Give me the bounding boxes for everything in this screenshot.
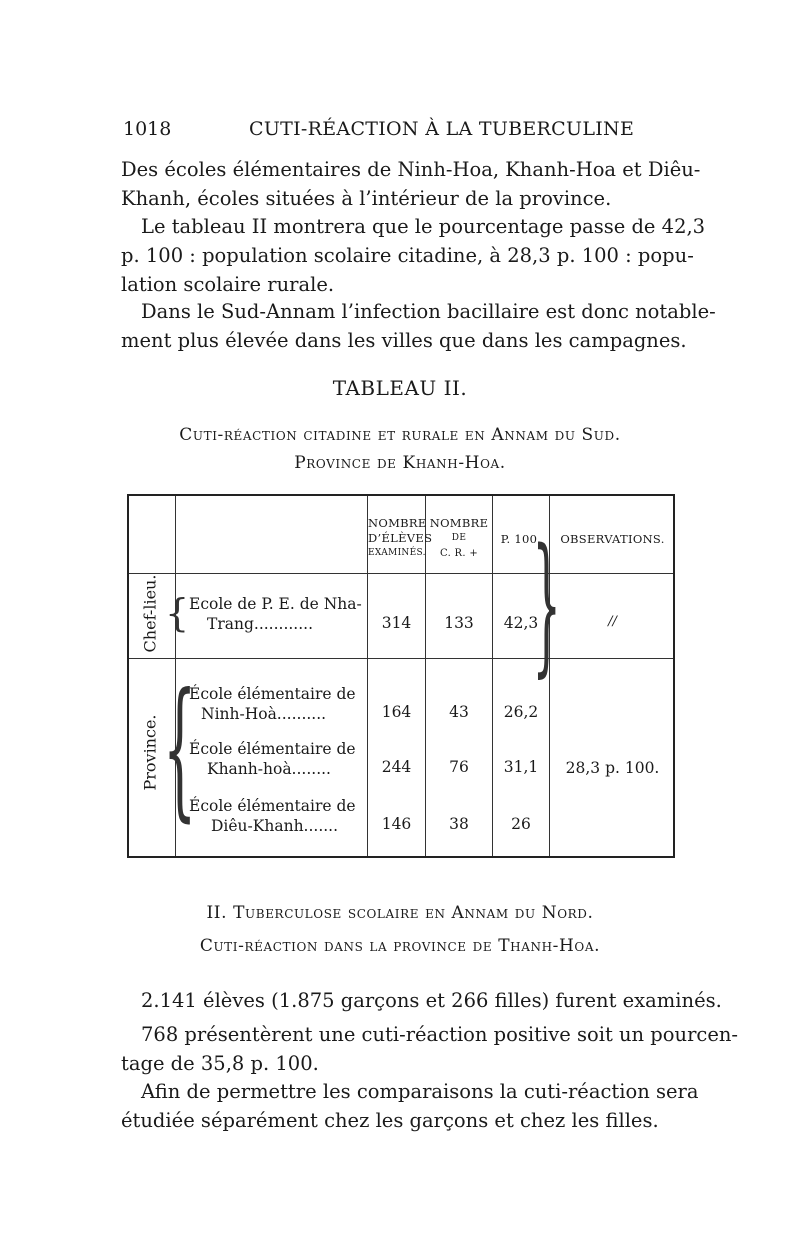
table-title: TABLEAU II. xyxy=(332,376,468,400)
cell-text: Khanh-hoà........ xyxy=(207,760,331,778)
header-text: NOMBRE xyxy=(368,516,427,530)
paragraph-5 xyxy=(121,1020,739,1078)
brace-icon: { xyxy=(163,662,197,836)
paragraph-1 xyxy=(121,155,701,213)
header-text: EXAMINÉS. xyxy=(368,548,426,558)
header-cr xyxy=(426,516,492,561)
header-text: DE xyxy=(451,533,467,543)
text-line: Des écoles élémentaires de Ninh-Hoa, Khanh-Hoa et Diêu- xyxy=(121,158,701,181)
cell-eleves: 164 xyxy=(381,703,412,721)
table-subtitle: Cuti-réaction citadine et rurale en Annam du Sud. xyxy=(179,425,621,445)
text-line: p. 100 : population scolaire citadine, à 28,3 p. 100 : popu- xyxy=(121,244,694,267)
header-eleves xyxy=(368,516,433,561)
cell-p100: 26 xyxy=(511,815,531,833)
paragraph-4 xyxy=(121,986,722,1015)
cell-eleves: 314 xyxy=(381,614,412,632)
table-row-name xyxy=(189,594,367,634)
text-line: lation scolaire rurale. xyxy=(121,273,335,296)
cell-observation-province: 28,3 p. 100. xyxy=(565,759,660,777)
text-line: 768 présentèrent une cuti-réaction positive soit un pourcen- xyxy=(141,1023,739,1046)
cell-text: École élémentaire de xyxy=(189,685,356,703)
header-p100: P. 100. xyxy=(500,532,542,546)
text-line: Le tableau II montrera que le pourcentage passe de 42,3 xyxy=(141,215,706,238)
brace-icon: { xyxy=(532,530,561,704)
cell-text: Diêu-Khanh....... xyxy=(211,817,339,835)
table-row-name xyxy=(189,739,367,779)
text-line: ment plus élevée dans les villes que dans les campagnes. xyxy=(121,329,687,352)
cell-text: Trang............ xyxy=(207,615,314,633)
table-subtitle-province: Province de Khanh-Hoa. xyxy=(294,453,506,473)
text-line: 2.141 élèves (1.875 garçons et 266 filles) furent examinés. xyxy=(141,989,722,1012)
cell-text: École élémentaire de xyxy=(189,740,356,758)
header-observations: OBSERVATIONS. xyxy=(560,532,665,546)
paragraph-2 xyxy=(121,212,706,299)
cell-eleves: 244 xyxy=(381,758,412,776)
section-subheading: Cuti-réaction dans la province de Thanh-Hoa. xyxy=(199,936,601,956)
section-heading: II. Tuberculose scolaire en Annam du Nord. xyxy=(206,903,594,923)
cell-p100: 26,2 xyxy=(503,703,539,721)
text-line: tage de 35,8 p. 100. xyxy=(121,1052,319,1075)
header-text: D’ÉLÈVES xyxy=(368,531,433,545)
cell-cr: 133 xyxy=(444,614,474,632)
cell-observation: // xyxy=(608,614,617,629)
cell-cr: 76 xyxy=(449,758,469,776)
text-line: Afin de permettre les comparaisons la cuti-réaction sera xyxy=(141,1080,699,1103)
group-label-province: Province. xyxy=(140,714,160,791)
cell-eleves: 146 xyxy=(381,815,412,833)
cell-p100: 31,1 xyxy=(503,758,539,776)
cell-cr: 43 xyxy=(449,703,469,721)
paragraph-3 xyxy=(121,297,716,355)
page-header xyxy=(123,118,683,148)
group-label-cheflieu: Chef-lieu. xyxy=(140,574,160,653)
running-title: CUTI-RÉACTION À LA TUBERCULINE xyxy=(249,118,635,140)
group-divider xyxy=(129,658,673,659)
text-line: Dans le Sud-Annam l’infection bacillaire est donc notable- xyxy=(141,300,716,323)
table-row-name xyxy=(189,684,367,724)
brace-icon: { xyxy=(165,591,190,635)
text-line: étudiée séparément chez les garçons et chez les filles. xyxy=(121,1109,659,1132)
cell-cr: 38 xyxy=(449,815,469,833)
text-line: Khanh, écoles situées à l’intérieur de la province. xyxy=(121,187,612,210)
cell-text: École élémentaire de xyxy=(189,797,356,815)
cell-text: Ecole de P. E. de Nha- xyxy=(189,595,362,613)
cell-text: Ninh-Hoà.......... xyxy=(201,705,327,723)
page-number: 1018 xyxy=(123,118,172,140)
table-row-name xyxy=(189,796,367,836)
paragraph-6 xyxy=(121,1077,699,1135)
cell-p100: 42,3 xyxy=(503,614,539,632)
header-text: NOMBRE xyxy=(429,516,489,530)
data-table xyxy=(127,494,675,858)
header-text: C. R. + xyxy=(439,548,479,559)
header-divider xyxy=(129,573,673,574)
column-divider xyxy=(492,496,493,856)
